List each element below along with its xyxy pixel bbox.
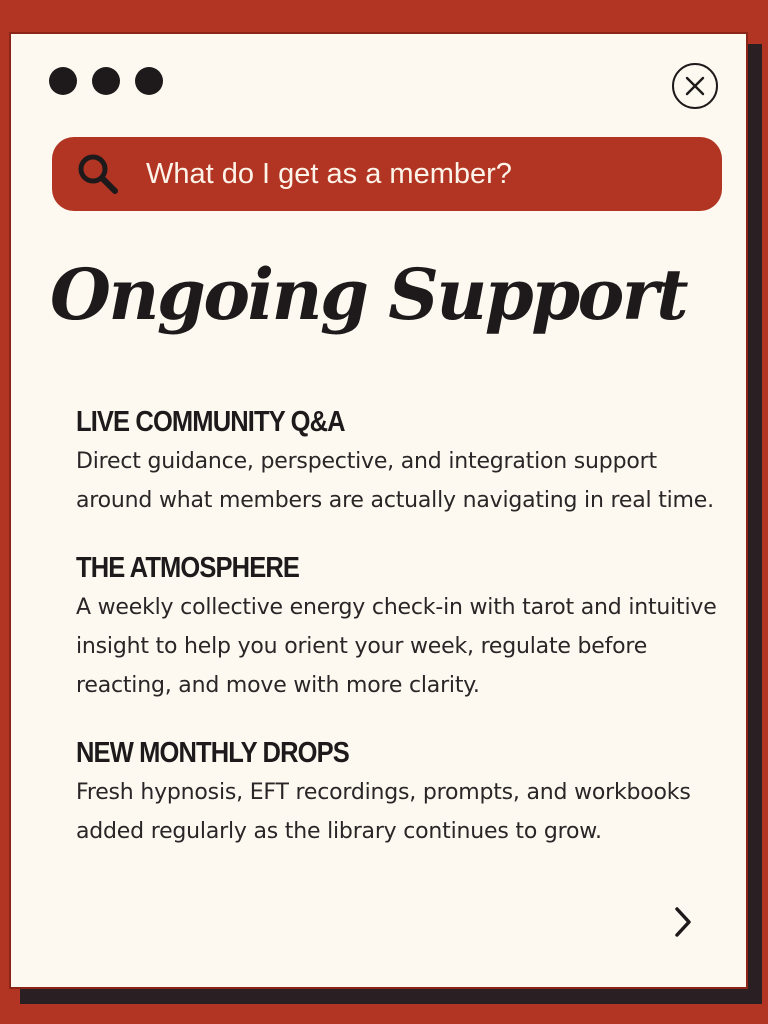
feature-list — [76, 404, 726, 881]
search-query[interactable]: What do I get as a member? — [146, 157, 512, 190]
feature-section — [76, 404, 726, 520]
chevron-right-icon — [672, 905, 694, 939]
page-title: Ongoing Support — [50, 253, 687, 336]
close-icon — [684, 75, 706, 97]
section-body: Direct guidance, perspective, and integration support around what members are actually navigating in real time. — [76, 449, 714, 513]
popup-window — [9, 32, 748, 989]
window-controls — [49, 67, 163, 95]
search-bar[interactable] — [52, 137, 722, 211]
next-button[interactable] — [666, 900, 700, 944]
section-heading: LIVE COMMUNITY Q&A — [76, 406, 345, 438]
window-dot-icon — [92, 67, 120, 95]
section-body: A weekly collective energy check-in with tarot and intuitive insight to help you orient your week, regulate before reacting, and move with more clarity. — [76, 595, 717, 698]
feature-section — [76, 735, 726, 851]
feature-section — [76, 550, 726, 705]
section-body: Fresh hypnosis, EFT recordings, prompts, and workbooks added regularly as the library continues to grow. — [76, 780, 691, 844]
section-heading: NEW MONTHLY DROPS — [76, 737, 349, 769]
section-heading: THE ATMOSPHERE — [76, 552, 300, 584]
close-button[interactable] — [672, 63, 718, 109]
window-dot-icon — [49, 67, 77, 95]
search-icon — [74, 150, 122, 198]
window-dot-icon — [135, 67, 163, 95]
